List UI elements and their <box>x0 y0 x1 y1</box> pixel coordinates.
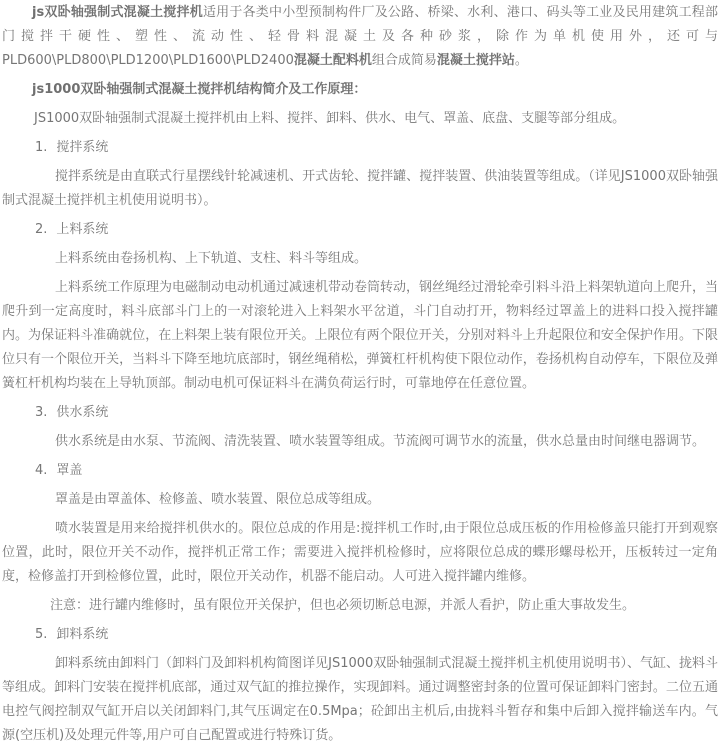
section-4-paragraph: 罩盖是由罩盖体、检修盖、喷水装置、限位总成等组成。 <box>55 492 381 507</box>
section-4-paragraph: 喷水装置是用来给搅拌机供水的。限位总成的作用是:搅拌机工作时,由于限位总成压板的作用检修盖只能打开到观察位置，此时，限位开关不动作，搅拌机正常工作；需要进入搅拌机检修时，应将限位总成的蝶形螺母松开，压板转过一定角度，检修盖打开到检修位置，此时，限位开关动作，机器不能启动。人可进入搅拌罐内维修。 <box>2 521 718 584</box>
section-title: 卸料系统 <box>56 627 109 642</box>
section-title: 罩盖 <box>56 463 83 478</box>
composition-paragraph: JS1000双卧轴强制式混凝土搅拌机由上料、搅拌、卸料、供水、电气、罩盖、底盘、支腿等部分组成。 <box>34 111 626 126</box>
section-number: 3. <box>35 405 48 420</box>
section-item-3 <box>2 401 718 425</box>
section-number: 2. <box>35 222 48 237</box>
section-heading: js1000双卧轴强制式混凝土搅拌机结构简介及工作原理： <box>32 82 367 97</box>
section-5-paragraph: 卸料系统由卸料门（卸料门及卸料机构简图详见JS1000双卧轴强制式混凝土搅拌机主机使用说明书）、气缸、拢料斗等组成。卸料门安装在搅拌机底部，通过双气缸的推拉操作，实现卸料。通过调整密封条的位置可保证卸料门密封。二位五通电控气阀控制双气缸开启以关闭卸料门,其气压调定在0.5Mpa；砼卸出主机后,由拢料斗暂存和集中后卸入搅拌输送车内。气源(空压机)及处理元件等,用户可自己配置或进行特殊订货。 <box>2 656 718 743</box>
intro-bold-batching-machine: 混凝土配料机 <box>293 53 372 68</box>
section-1-paragraph: 搅拌系统是由直联式行星摆线针轮减速机、开式齿轮、搅拌罐、搅拌装置、供油装置等组成。（详见JS1000双卧轴强制式混凝土搅拌机主机使用说明书）。 <box>2 169 718 208</box>
intro-text-main: 适用于各类中小型预制构件厂及公路、桥梁、水利、港口、码头等工业及民用建筑工程部门搅拌干硬性、塑性、流动性、轻骨料混凝土及各种砂浆，除作为单机使用外，还可与PLD600\PLD800\PLD1200\PLD1600\PLD2400 <box>2 5 718 68</box>
section-title: 上料系统 <box>56 222 109 237</box>
section-number: 5. <box>35 627 48 642</box>
section-2-paragraph: 上料系统由卷扬机构、上下轨道、支柱、料斗等组成。 <box>55 251 368 266</box>
intro-bold-mixing-station: 混凝土搅拌站 <box>436 53 515 68</box>
intro-period: 。 <box>514 53 528 68</box>
section-item-2 <box>2 218 718 242</box>
section-3-paragraph: 供水系统是由水泵、节流阀、清洗装置、喷水装置等组成。节流阀可调节水的流量，供水总量由时间继电器调节。 <box>55 434 706 449</box>
intro-text-mid: 组合成简易 <box>371 53 437 68</box>
section-2-paragraph: 上料系统工作原理为电磁制动电动机通过减速机带动卷筒转动，钢丝绳经过滑轮牵引料斗沿上料架轨道向上爬升，当爬升到一定高度时，料斗底部斗门上的一对滚轮进入上料架水平岔道，斗门自动打开，物料经过罩盖上的进料口投入搅拌罐内。为保证料斗准确就位，在上料架上装有限位开关。上限位有两个限位开关，分别对料斗上升起限位和安全保护作用。下限位只有一个限位开关，当料斗下降至地坑底部时，钢丝绳稍松，弹簧杠杆机构使下限位动作，卷扬机构自动停车，下限位及弹簧杠杆机构均装在上导轨顶部。制动电机可保证料斗在满负荷运行时，可靠地停在任意位置。 <box>2 280 719 391</box>
section-number: 1. <box>35 140 48 155</box>
section-item-5 <box>2 623 718 647</box>
note-paragraph: 注意：进行罐内维修时，虽有限位开关保护，但也必须切断总电源，并派人看护，防止重大事故发生。 <box>50 598 636 613</box>
section-title: 供水系统 <box>56 405 109 420</box>
section-number: 4. <box>35 463 48 478</box>
intro-bold-lead: js双卧轴强制式混凝土搅拌机 <box>32 5 203 20</box>
section-item-1 <box>2 136 718 160</box>
intro-paragraph <box>2 1 718 73</box>
section-item-4 <box>2 459 718 483</box>
section-title: 搅拌系统 <box>56 140 109 155</box>
